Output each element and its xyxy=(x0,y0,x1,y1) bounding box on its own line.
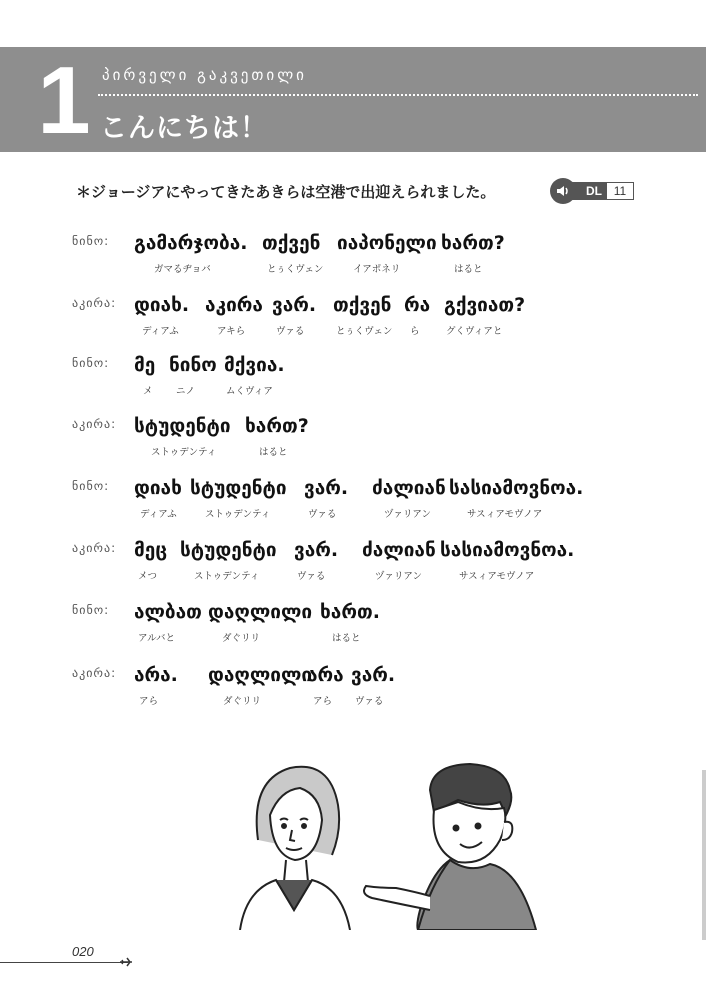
katakana-reading: アら xyxy=(139,696,159,707)
katakana-reading: とぅくヴェン xyxy=(267,264,324,275)
katakana-reading: アキら xyxy=(217,326,246,337)
dialogue-line xyxy=(0,354,706,414)
audio-track-number: 11 xyxy=(606,182,634,200)
edge-tab xyxy=(702,770,706,940)
georgian-word: რა xyxy=(404,294,431,316)
woman-figure xyxy=(240,767,350,930)
georgian-word: სტუდენტი xyxy=(190,477,287,499)
georgian-word: დიახ xyxy=(134,477,182,499)
speaker-name: ნინო: xyxy=(72,234,110,248)
katakana-reading: はると xyxy=(259,447,288,458)
georgian-word: თქვენ xyxy=(333,294,392,316)
dialogue-line xyxy=(0,477,706,537)
man-figure xyxy=(364,764,536,930)
georgian-word: მე xyxy=(134,354,156,376)
footer-rule xyxy=(0,962,128,963)
katakana-reading: グくヴィアと xyxy=(446,326,503,337)
katakana-reading: イアポネリ xyxy=(353,264,401,275)
georgian-word: ვარ. xyxy=(294,539,339,561)
georgian-word: გამარჯობა. xyxy=(134,232,248,254)
speaker-name: ნინო: xyxy=(72,356,110,370)
georgian-word: გქვიათ? xyxy=(444,294,526,316)
lesson-title-georgian: პირველი გაკვეთილი xyxy=(102,66,307,84)
katakana-reading: サスィアモヴノア xyxy=(467,509,543,520)
katakana-reading: ディアふ xyxy=(140,509,177,520)
dotted-divider xyxy=(98,94,698,96)
lesson-title-japanese: こんにちは！ xyxy=(100,113,268,144)
speaker-name: ნინო: xyxy=(72,603,110,617)
georgian-word: ვარ. xyxy=(351,664,396,686)
georgian-word: ხართ? xyxy=(245,415,309,437)
katakana-reading: ストゥデンティ xyxy=(194,571,260,582)
katakana-reading: はると xyxy=(454,264,483,275)
katakana-reading: メ xyxy=(143,386,153,397)
dialogue-line xyxy=(0,601,706,661)
georgian-word: დაღლილი xyxy=(208,601,313,623)
georgian-word: მეც xyxy=(134,539,168,561)
katakana-reading: ムくヴィア xyxy=(226,386,273,397)
georgian-word: აკირა xyxy=(205,294,263,316)
dialogue-line xyxy=(0,232,706,292)
speaker-name: აკირა: xyxy=(72,417,117,431)
katakana-reading: ディアふ xyxy=(142,326,179,337)
katakana-reading: ヴァる xyxy=(355,696,384,707)
georgian-word: არა. xyxy=(134,664,178,686)
speaker-name: აკირა: xyxy=(72,666,117,680)
katakana-reading: ヴァる xyxy=(276,326,305,337)
conversation-illustration xyxy=(220,760,560,930)
audio-label: DL xyxy=(564,182,606,200)
katakana-reading: ダぐリリ xyxy=(222,633,261,644)
katakana-reading: サスィアモヴノア xyxy=(459,571,535,582)
katakana-reading: はると xyxy=(332,633,361,644)
katakana-reading: アら xyxy=(313,696,333,707)
speaker-name: აკირა: xyxy=(72,296,117,310)
katakana-reading: とぅくヴェン xyxy=(336,326,393,337)
georgian-word: ძალიან xyxy=(362,539,436,561)
georgian-word: იაპონელი xyxy=(337,232,437,254)
katakana-reading: ガマるヂョバ xyxy=(154,264,211,275)
speaker-name: ნინო: xyxy=(72,479,110,493)
page-number: 020 xyxy=(72,944,94,959)
georgian-word: სტუდენტი xyxy=(180,539,277,561)
dialogue-line xyxy=(0,539,706,599)
georgian-word: ძალიან xyxy=(372,477,446,499)
katakana-reading: ダぐリリ xyxy=(223,696,262,707)
lesson-number: 1 xyxy=(37,47,91,154)
georgian-word: დაღლილი xyxy=(208,664,313,686)
audio-download-badge[interactable] xyxy=(550,178,634,204)
dialogue-line xyxy=(0,664,706,724)
georgian-word: ხართ. xyxy=(320,601,380,623)
katakana-reading: アルバと xyxy=(138,633,175,644)
georgian-word: ხართ? xyxy=(441,232,505,254)
dialogue-line xyxy=(0,415,706,475)
georgian-word: დიახ. xyxy=(134,294,190,316)
georgian-word: სასიამოვნოა. xyxy=(449,477,584,499)
intro-text: ＊ジョージアにやってきたあきらは空港で出迎えられました。 xyxy=(76,183,496,201)
airplane-icon xyxy=(119,955,133,969)
katakana-reading: ストゥデンティ xyxy=(151,447,217,458)
katakana-reading: ヴァる xyxy=(308,509,337,520)
georgian-word: სტუდენტი xyxy=(134,415,231,437)
georgian-word: ალბათ xyxy=(134,601,202,623)
georgian-word: თქვენ xyxy=(262,232,321,254)
georgian-word: მქვია. xyxy=(224,354,285,376)
katakana-reading: メつ xyxy=(138,571,158,582)
katakana-reading: ら xyxy=(410,326,420,337)
katakana-reading: ストゥデンティ xyxy=(205,509,271,520)
dialogue-line xyxy=(0,294,706,354)
georgian-word: ვარ. xyxy=(272,294,317,316)
georgian-word: ვარ. xyxy=(304,477,349,499)
katakana-reading: ヅァリアン xyxy=(384,509,432,520)
georgian-word: სასიამოვნოა. xyxy=(440,539,575,561)
katakana-reading: ニノ xyxy=(176,386,196,397)
katakana-reading: ヅァリアン xyxy=(375,571,423,582)
katakana-reading: ヴァる xyxy=(297,571,326,582)
speaker-icon xyxy=(550,178,576,204)
georgian-word: ნინო xyxy=(169,354,217,376)
georgian-word: არა xyxy=(307,664,344,686)
speaker-name: აკირა: xyxy=(72,541,117,555)
